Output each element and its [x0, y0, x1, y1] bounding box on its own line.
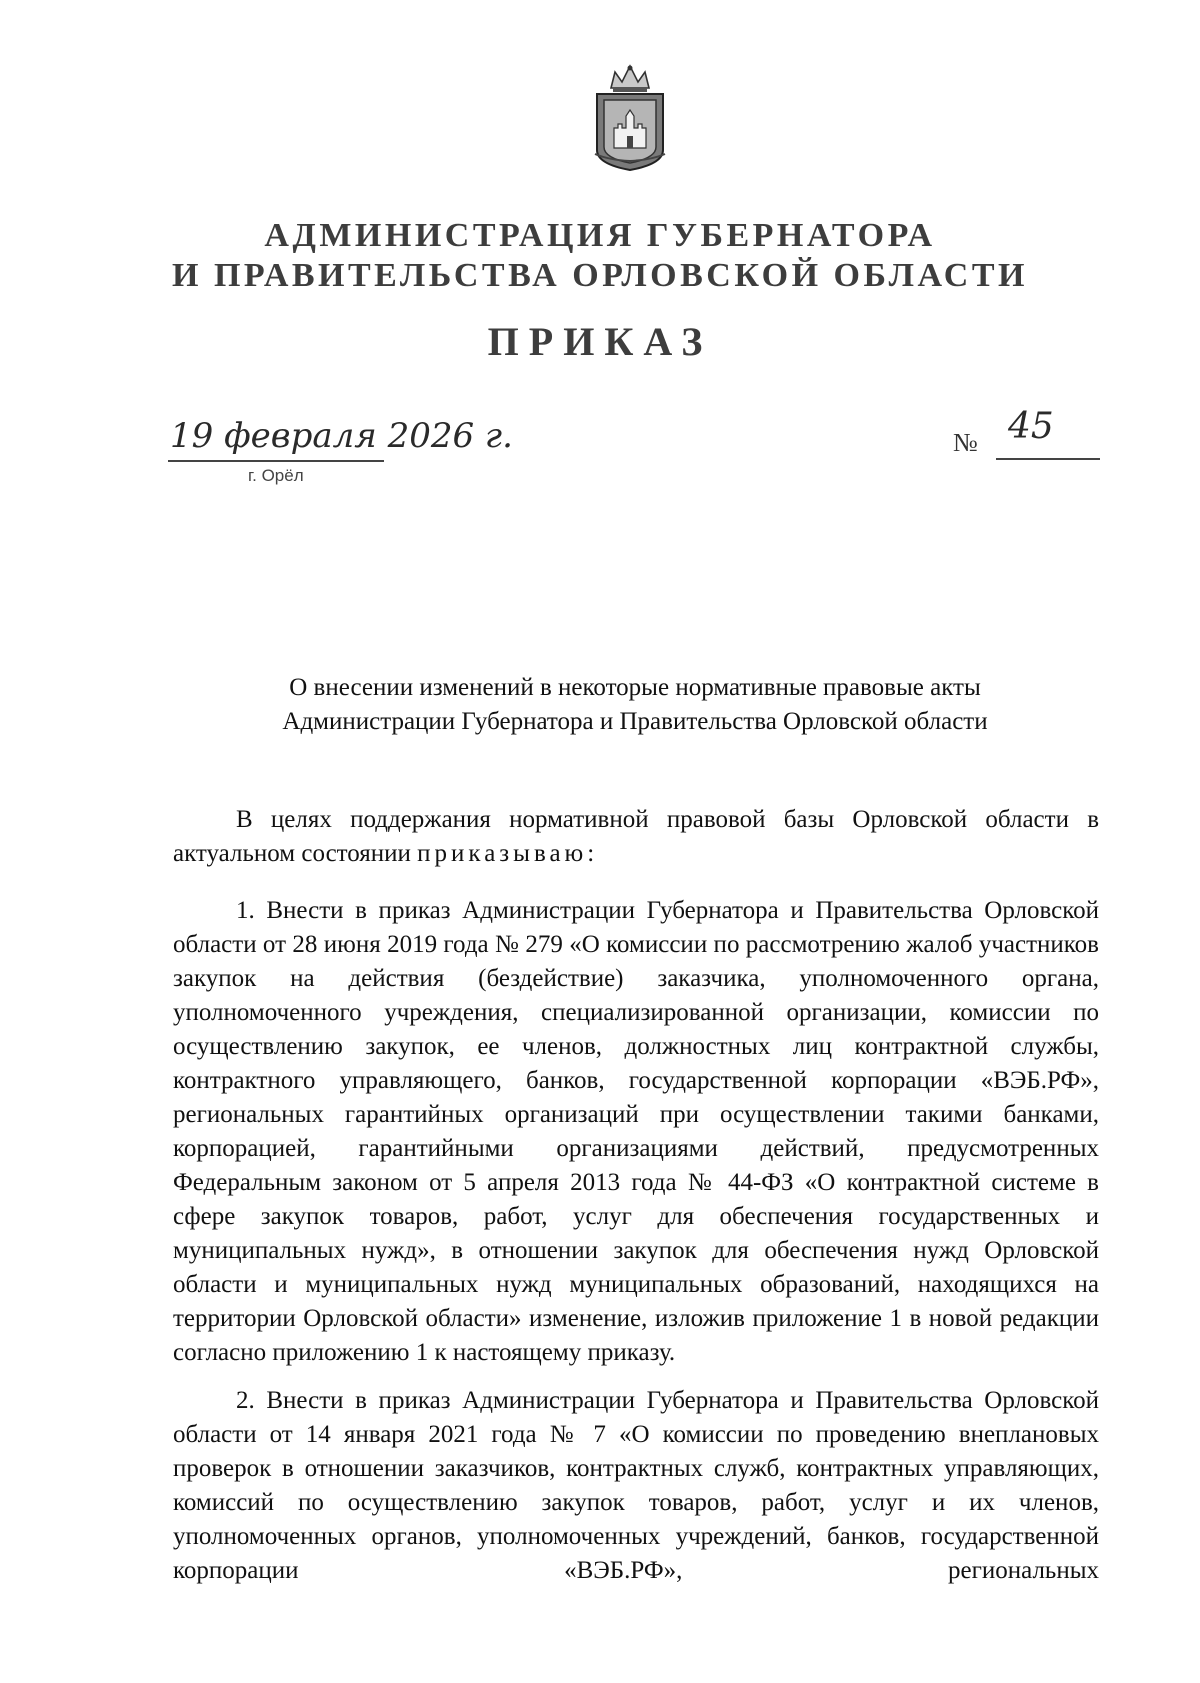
subject-line1: О внесении изменений в некоторые нормативные правовые акты [289, 674, 981, 701]
organization-title-line1: АДМИНИСТРАЦИЯ ГУБЕРНАТОРА [264, 217, 936, 254]
organization-title-line2: И ПРАВИТЕЛЬСТВА ОРЛОВСКОЙ ОБЛАСТИ [172, 257, 1028, 294]
intro-text: В целях поддержания нормативной правовой базы Орловской области в актуальном состоянии [173, 806, 1099, 867]
intro-paragraph [173, 803, 1099, 871]
paragraph-1: 1. Внести в приказ Администрации Губернатора и Правительства Орловской области от 28 июня 2019 года № 279 «О комиссии по рассмотрению жалоб участников закупок на действия (бездействие) заказчика, уполномоченного органа, уполномоченного учреждения, специализированной организации, комиссии по осуществлению закупок, ее членов, должностных лиц контрактной службы, контрактного управляющего, банков, государственной корпорации «ВЭБ.РФ», региональных гарантийных организаций при осуществлении такими банками, корпорацией, гарантийными организациями действий, предусмотренных Федеральным законом от 5 апреля 2013 года № 44-ФЗ «О контрактной системе в сфере закупок товаров, работ, услуг для обеспечения государственных и муниципальных нужд», в отношении закупок для обеспечения нужд Орловской области и муниципальных нужд муниципальных образований, находящихся на территории Орловской области» изменение, изложив приложение 1 в новой редакции согласно приложению 1 к настоящему приказу. [173, 897, 1099, 1366]
subject-line2: Администрации Губернатора и Правительства Орловской области [282, 708, 988, 735]
paragraph-2: 2. Внести в приказ Администрации Губернатора и Правительства Орловской области от 14 января 2021 года № 7 «О комиссии по проведению внеплановых проверок в отношении заказчиков, контрактных служб, контрактных управляющих, комиссий по осуществлению закупок товаров, работ, услуг и их членов, уполномоченных органов, уполномоченных учреждений, банков, государственной корпорации «ВЭБ.РФ», региональных [173, 1387, 1099, 1584]
handwritten-date: 19 февраля 2026 г. [170, 416, 513, 456]
city-label: г. Орёл [248, 466, 304, 485]
date-underline [168, 460, 384, 462]
intro-order-word: приказываю: [417, 840, 599, 867]
order-subject [170, 671, 1100, 739]
document-type-title: ПРИКАЗ [487, 319, 713, 364]
number-underline [996, 458, 1100, 460]
number-label: № [953, 428, 978, 457]
handwritten-number: 45 [1008, 406, 1054, 447]
coat-of-arms-emblem [589, 62, 671, 172]
